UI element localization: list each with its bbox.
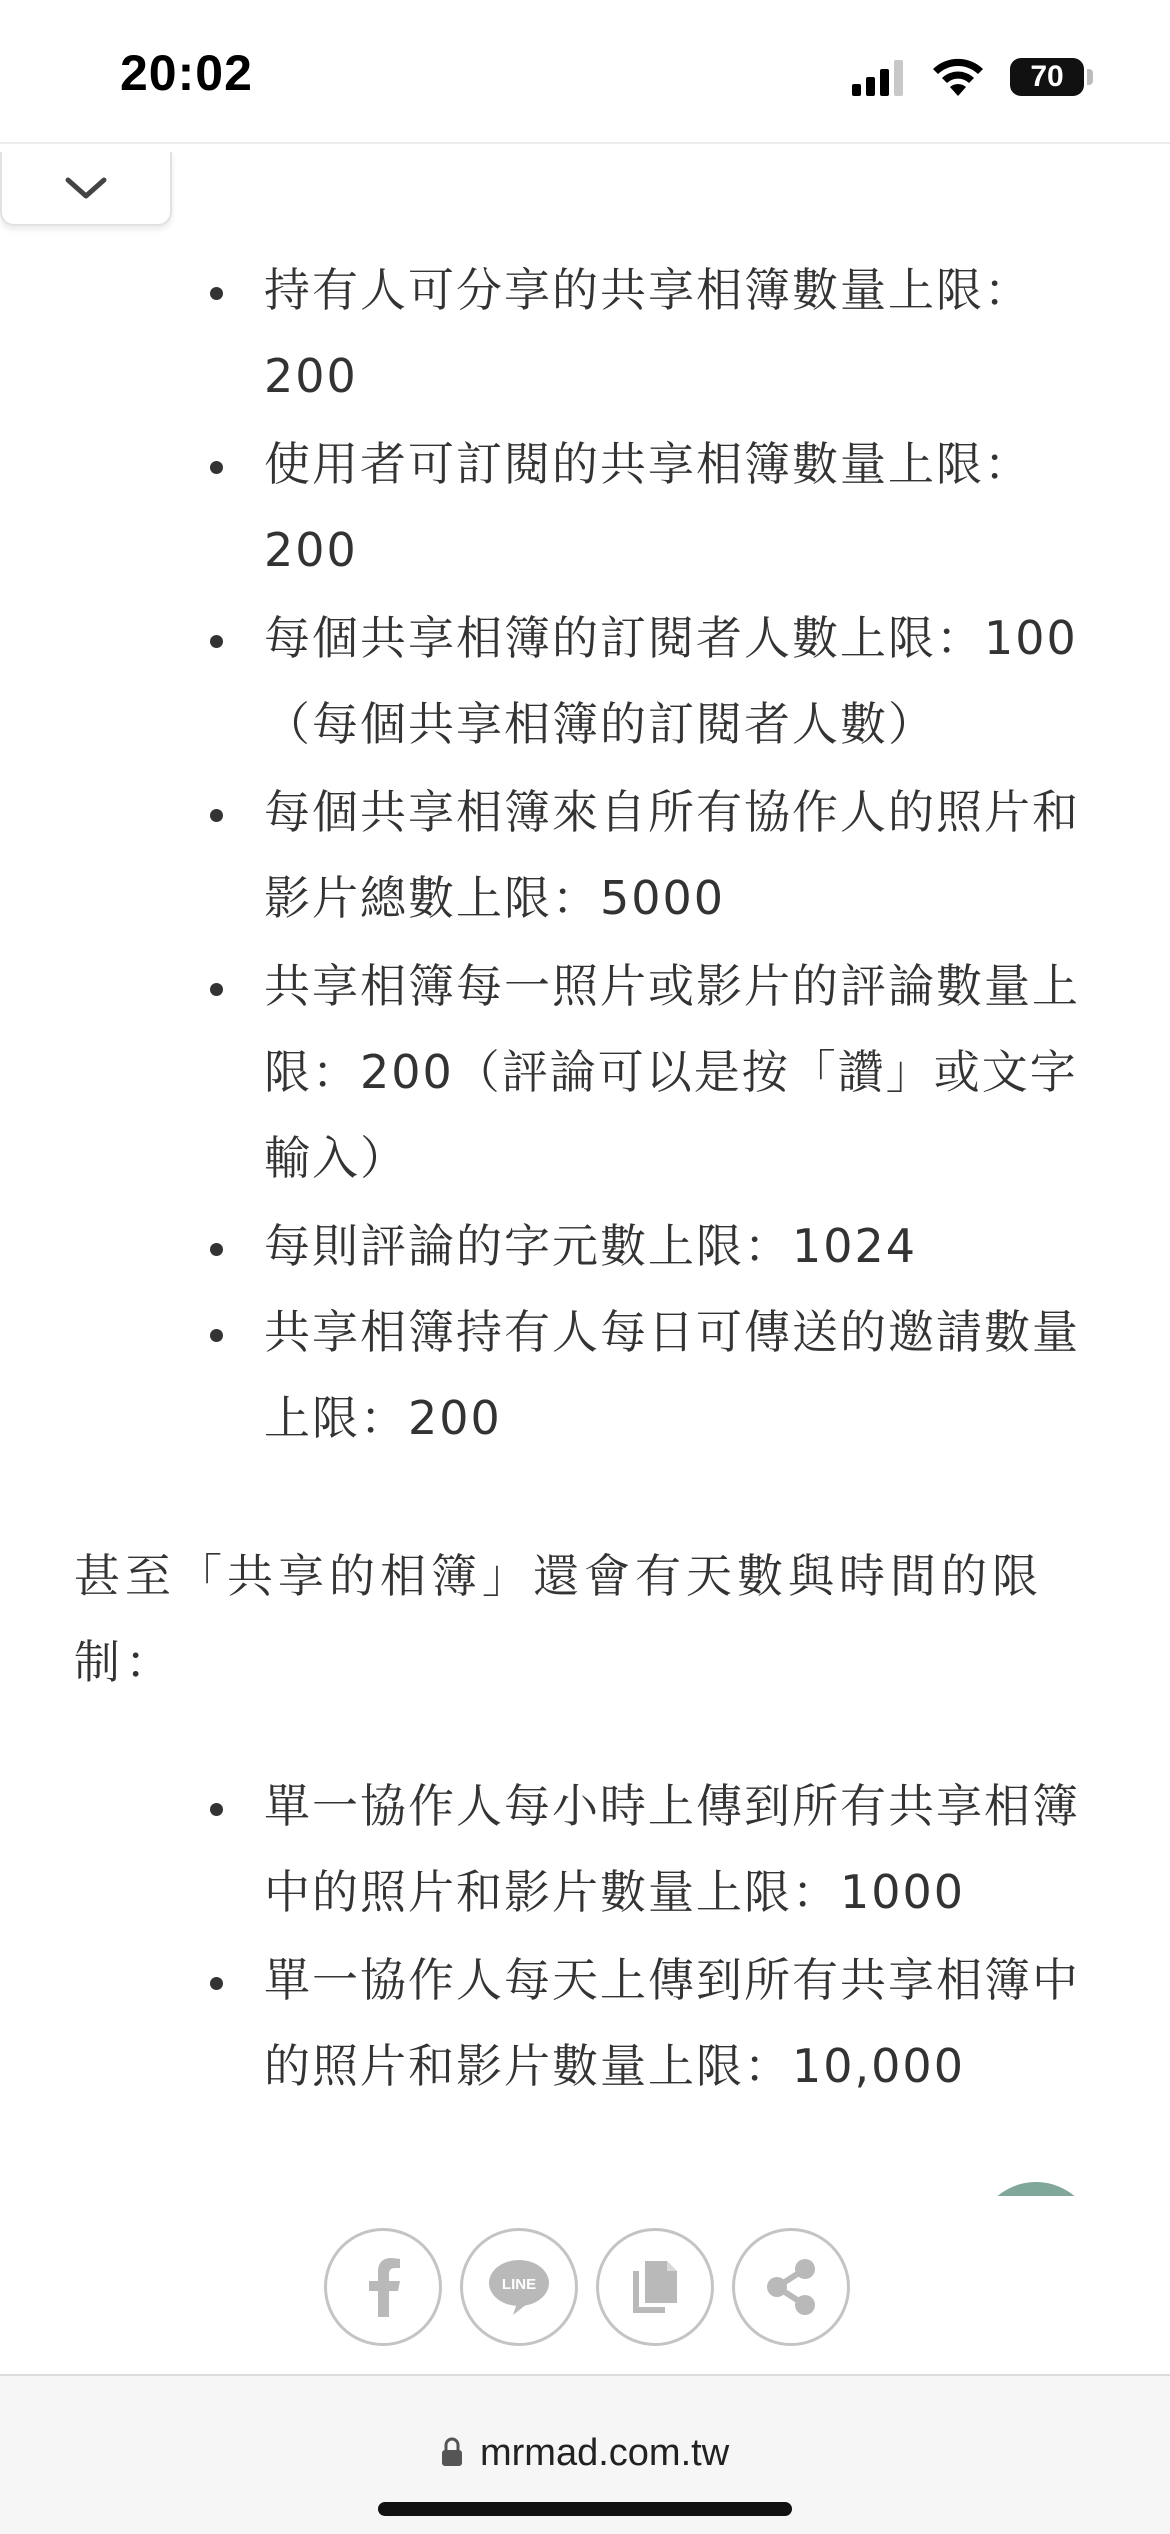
- lock-icon: [440, 2436, 464, 2468]
- share-button[interactable]: [732, 2228, 850, 2346]
- status-bar: [0, 0, 1170, 144]
- facebook-share-button[interactable]: [324, 2228, 442, 2346]
- bullet-icon: [210, 1329, 223, 1342]
- list-item-line: 200: [264, 523, 358, 577]
- bullet-icon: [210, 809, 223, 822]
- list-item-line: 限：200（評論可以是按「讚」或文字: [264, 1045, 1078, 1099]
- paragraph-line: 甚至「共享的相簿」還會有天數與時間的限: [74, 1549, 1043, 1603]
- share-icon: [763, 2257, 819, 2317]
- line-icon: [487, 2257, 551, 2317]
- list-item-line: （每個共享相簿的訂閱者人數）: [264, 697, 936, 751]
- browser-address-bar[interactable]: [0, 2374, 1170, 2534]
- home-indicator[interactable]: [378, 2502, 792, 2516]
- list-item-line: 每個共享相簿來自所有協作人的照片和: [264, 785, 1080, 839]
- list-item-line: 共享相簿每一照片或影片的評論數量上: [264, 959, 1080, 1013]
- bullet-icon: [210, 287, 223, 300]
- list-item-line: 使用者可訂閱的共享相簿數量上限：: [264, 437, 1032, 491]
- list-item-line: 200: [264, 349, 358, 403]
- bullet-icon: [210, 983, 223, 996]
- list-item-line: 共享相簿持有人每日可傳送的邀請數量: [264, 1305, 1080, 1359]
- list-item-line: 每則評論的字元數上限：1024: [264, 1219, 918, 1273]
- bullet-icon: [210, 1977, 223, 1990]
- line-icon-label: LINE: [501, 2276, 537, 2293]
- bullet-icon: [210, 635, 223, 648]
- list-item-line: 中的照片和影片數量上限：1000: [264, 1865, 966, 1919]
- status-time: 20:02: [120, 45, 253, 101]
- copy-link-button[interactable]: [596, 2228, 714, 2346]
- battery-icon: 70: [1010, 58, 1084, 96]
- copy-icon: [627, 2257, 683, 2317]
- list-item-line: 單一協作人每天上傳到所有共享相簿中: [264, 1953, 1080, 2007]
- share-bar: [0, 2196, 1170, 2372]
- wifi-icon: [930, 56, 986, 96]
- bullet-icon: [210, 1243, 223, 1256]
- list-item-line: 單一協作人每小時上傳到所有共享相簿: [264, 1779, 1080, 1833]
- list-item-line: 每個共享相簿的訂閱者人數上限：100: [264, 611, 1078, 665]
- list-item-line: 上限：200: [264, 1391, 502, 1445]
- list-item-line: 輸入）: [264, 1131, 408, 1185]
- bullet-icon: [210, 461, 223, 474]
- paragraph-line: 制：: [74, 1635, 176, 1689]
- facebook-icon: [363, 2257, 403, 2317]
- list-item-line: 持有人可分享的共享相簿數量上限：: [264, 263, 1032, 317]
- bullet-icon: [210, 1803, 223, 1816]
- collapse-toggle-button[interactable]: [0, 152, 172, 226]
- list-item-line: 的照片和影片數量上限：10,000: [264, 2039, 965, 2093]
- line-share-button[interactable]: [460, 2228, 578, 2346]
- chevron-down-icon: [62, 168, 110, 208]
- signal-icon: [852, 60, 912, 96]
- battery-cap: [1087, 69, 1093, 85]
- url-text[interactable]: mrmad.com.tw: [480, 2432, 730, 2474]
- list-item-line: 影片總數上限：5000: [264, 871, 726, 925]
